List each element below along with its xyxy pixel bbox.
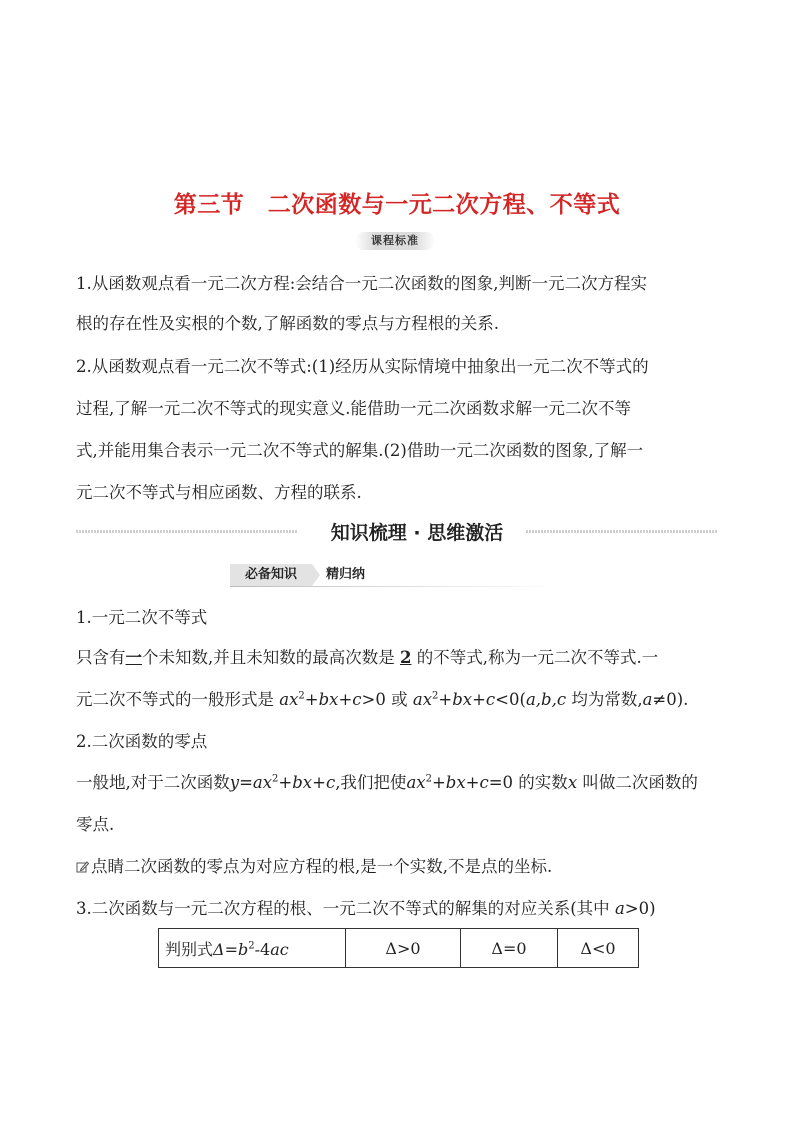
formula: y=ax bbox=[229, 773, 273, 792]
course-standard-badge: 课程标准 bbox=[355, 232, 435, 250]
table-cell bbox=[159, 929, 346, 968]
k1-heading: 1.一元二次不等式 bbox=[76, 608, 208, 627]
k1-line-1 bbox=[76, 648, 718, 668]
k1-blank-two: 2 bbox=[400, 648, 412, 667]
tag-left-label: 必备知识 bbox=[230, 564, 312, 586]
k2-heading: 2.二次函数的零点 bbox=[76, 732, 208, 751]
formula: ax bbox=[279, 690, 299, 709]
formula: -4 bbox=[254, 939, 271, 959]
formula: ac bbox=[270, 939, 289, 959]
k1-text: 只含有 bbox=[76, 648, 126, 667]
k1-line-2 bbox=[76, 690, 718, 710]
section-rule-left bbox=[76, 530, 298, 533]
formula: >0 或 bbox=[361, 690, 413, 709]
k2-text: =0 的实数 bbox=[488, 773, 568, 792]
formula: Δ=b bbox=[213, 939, 249, 959]
k1-text: 元二次不等式的一般形式是 bbox=[76, 690, 280, 709]
standard-2-line-4: 元二次不等式与相应函数、方程的联系. bbox=[76, 483, 362, 502]
table-row bbox=[159, 929, 639, 968]
tag-right-label: 精归纳 bbox=[326, 567, 366, 582]
formula: +bx+c bbox=[438, 690, 496, 709]
superscript: 2 bbox=[432, 690, 439, 702]
k1-text: 均为常数, bbox=[566, 690, 643, 709]
k3-heading bbox=[76, 899, 718, 919]
table-cell: Δ>0 bbox=[346, 929, 461, 968]
formula: <0( bbox=[495, 690, 526, 709]
standard-2-line-2: 过程,了解一元二次不等式的现实意义.能借助一元二次函数求解一元二次不等 bbox=[76, 399, 631, 418]
formula: +bx+c bbox=[431, 773, 489, 792]
superscript: 2 bbox=[425, 773, 432, 785]
table-cell: Δ<0 bbox=[558, 929, 639, 968]
note-text: 点睛二次函数的零点为对应方程的根,是一个实数,不是点的坐标. bbox=[91, 857, 553, 876]
k2-line-1 bbox=[76, 773, 718, 793]
knowledge-tag bbox=[230, 564, 560, 586]
superscript: 2 bbox=[272, 773, 279, 785]
formula: ax bbox=[406, 773, 426, 792]
standard-2-line-3: 式,并能用集合表示一元二次不等式的解集.(2)借助一元二次函数的图象,了解一 bbox=[76, 441, 644, 460]
k2-text: 叫做二次函数的 bbox=[577, 773, 698, 792]
relationship-table bbox=[158, 928, 639, 968]
pencil-icon bbox=[76, 860, 89, 873]
formula: a bbox=[642, 690, 653, 709]
formula: a bbox=[614, 899, 625, 918]
table-text: 判别式 bbox=[165, 939, 214, 959]
superscript: 2 bbox=[298, 690, 305, 702]
formula: ax bbox=[412, 690, 433, 709]
formula: +bx+c bbox=[278, 773, 336, 792]
formula: ≠0). bbox=[652, 690, 689, 709]
k1-text: 个未知数,并且未知数的最高次数是 bbox=[142, 648, 400, 667]
tag-arrow-shape bbox=[312, 564, 320, 586]
standard-1-line-2: 根的存在性及实根的个数,了解函数的零点与方程根的关系. bbox=[76, 314, 499, 333]
section-header bbox=[76, 518, 718, 544]
k2-text: ,我们把使 bbox=[335, 773, 407, 792]
k3-text: >0) bbox=[624, 899, 656, 918]
k1-blank-one: 一 bbox=[125, 648, 142, 667]
formula: a,b,c bbox=[525, 690, 567, 709]
standard-2-line-1: 2.从函数观点看一元二次不等式:(1)经历从实际情境中抽象出一元二次不等式的 bbox=[76, 357, 649, 376]
k2-text: 一般地,对于二次函数 bbox=[76, 773, 230, 792]
k3-text: 3.二次函数与一元二次方程的根、一元二次不等式的解集的对应关系(其中 bbox=[76, 899, 615, 918]
note-line bbox=[76, 857, 718, 877]
k2-line-2: 零点. bbox=[76, 815, 115, 834]
page-title: 第三节 二次函数与一元二次方程、不等式 bbox=[173, 192, 621, 218]
tag-underline bbox=[230, 586, 560, 587]
formula: x bbox=[567, 773, 578, 792]
table-cell: Δ=0 bbox=[461, 929, 558, 968]
superscript: 2 bbox=[248, 940, 255, 952]
standard-1-line-1: 1.从函数观点看一元二次方程:会结合一元二次函数的图象,判断一元二次方程实 bbox=[76, 274, 648, 293]
section-rule-right bbox=[526, 530, 718, 533]
k1-text: 的不等式,称为一元二次不等式.一 bbox=[411, 648, 659, 667]
section-header-text: 知识梳理 · 思维激活 bbox=[330, 522, 504, 544]
formula: +bx+c bbox=[304, 690, 362, 709]
